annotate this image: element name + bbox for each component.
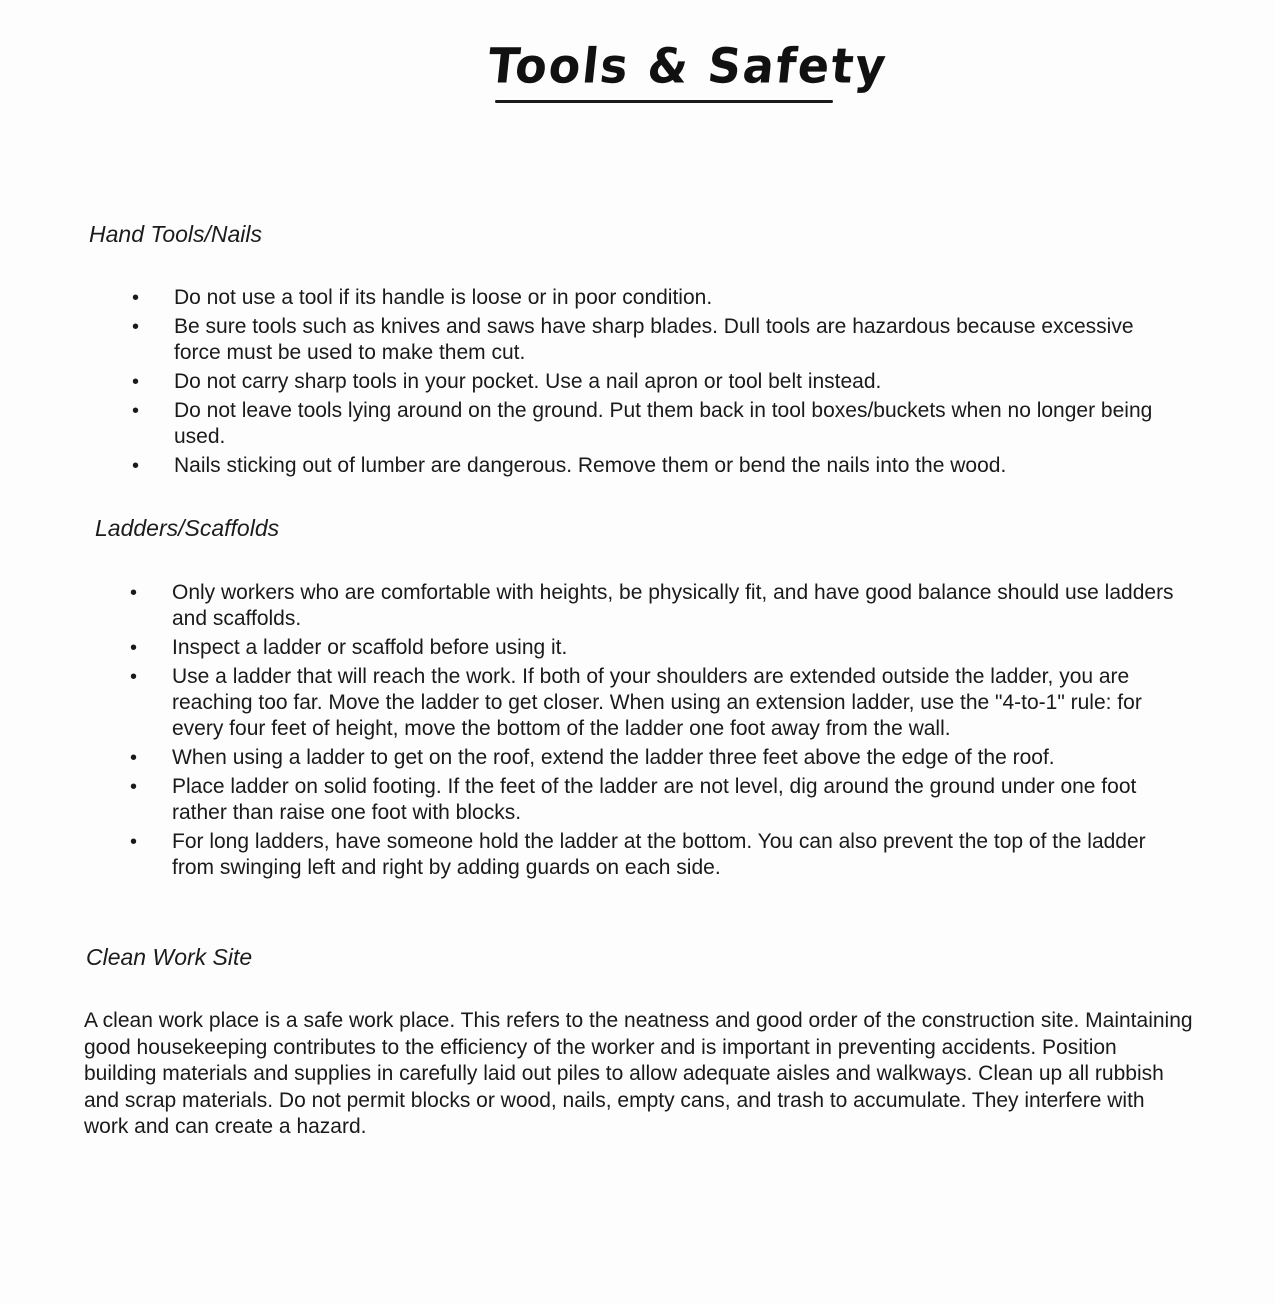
list-item bbox=[130, 829, 1182, 881]
list-item-text: Only workers who are comfortable with heights, be physically fit, and have good balance should use ladders and scaffolds. bbox=[172, 581, 1174, 630]
title-block bbox=[485, 37, 891, 110]
list-item bbox=[132, 285, 1174, 311]
list-item bbox=[132, 398, 1174, 450]
heading-hand-tools: Hand Tools/Nails bbox=[89, 221, 263, 247]
bullet-icon: • bbox=[132, 371, 140, 393]
bullet-icon: • bbox=[130, 666, 138, 688]
clean-site-paragraph: A clean work place is a safe work place. This refers to the neatness and good order of the construction site. Maintaining good housekeeping contributes to the efficiency of the worker and is important in preventing accidents. Position building materials and supplies in carefully laid out piles to allow adequate aisles and walkways. Clean up all rubbish and scrap materials. Do not permit blocks or wood, nails, empty cans, and trash to accumulate. They interfere with work and can create a hazard. bbox=[84, 1009, 1193, 1138]
list-item-text: Nails sticking out of lumber are dangerous. Remove them or bend the nails into the wood. bbox=[174, 454, 1007, 477]
list-item-text: Do not carry sharp tools in your pocket. Use a nail apron or tool belt instead. bbox=[174, 370, 882, 393]
list-item bbox=[130, 580, 1182, 632]
bullet-icon: • bbox=[132, 455, 140, 477]
list-item bbox=[130, 774, 1182, 826]
list-item-text: Inspect a ladder or scaffold before using it. bbox=[172, 636, 568, 659]
bullet-icon: • bbox=[132, 400, 140, 422]
list-item bbox=[132, 314, 1174, 366]
list-item bbox=[130, 745, 1182, 771]
bullet-icon: • bbox=[130, 831, 138, 853]
list-item bbox=[130, 635, 1182, 661]
list-item-text: Place ladder on solid footing. If the feet of the ladder are not level, dig around the ground under one foot rather than raise one foot with blocks. bbox=[172, 775, 1137, 824]
bullet-icon: • bbox=[130, 582, 138, 604]
list-item bbox=[132, 369, 1174, 395]
list-item-text: When using a ladder to get on the roof, extend the ladder three feet above the edge of the roof. bbox=[172, 746, 1055, 769]
bullet-icon: • bbox=[132, 316, 140, 338]
list-item-text: Be sure tools such as knives and saws have sharp blades. Dull tools are hazardous because excessive force must be used to make them cut. bbox=[174, 315, 1134, 364]
ladders-list bbox=[130, 580, 1182, 884]
bullet-icon: • bbox=[130, 637, 138, 659]
bullet-icon: • bbox=[130, 747, 138, 769]
list-item-text: Do not leave tools lying around on the ground. Put them back in tool boxes/buckets when no longer being used. bbox=[174, 399, 1153, 448]
bullet-icon: • bbox=[132, 287, 140, 309]
list-item-text: For long ladders, have someone hold the ladder at the bottom. You can also prevent the top of the ladder from swinging left and right by adding guards on each side. bbox=[172, 830, 1146, 879]
list-item-text: Use a ladder that will reach the work. If both of your shoulders are extended outside the ladder, you are reaching too far. Move the ladder to get closer. When using an extension ladder, use the "4-to-1" rule: for every four feet of height, move the bottom of the ladder one foot away from the wall. bbox=[172, 665, 1142, 740]
list-item bbox=[130, 664, 1182, 742]
hand-tools-list bbox=[132, 285, 1174, 482]
bullet-icon: • bbox=[130, 776, 138, 798]
list-item bbox=[132, 453, 1174, 479]
heading-clean-site: Clean Work Site bbox=[86, 944, 253, 970]
page-title: Tools & Safety bbox=[485, 37, 891, 94]
title-underline bbox=[495, 100, 833, 103]
heading-ladders: Ladders/Scaffolds bbox=[95, 515, 280, 541]
list-item-text: Do not use a tool if its handle is loose or in poor condition. bbox=[174, 286, 713, 309]
